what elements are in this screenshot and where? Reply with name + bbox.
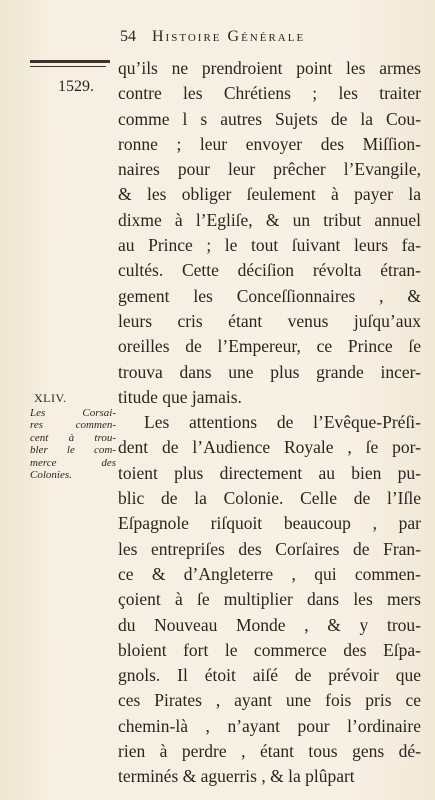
- page-number: 54: [120, 28, 136, 45]
- text-line: bloient fort le commerce des Eſpa-: [118, 639, 421, 660]
- margin-rule: [30, 60, 110, 67]
- text-line: gement les Conceſſionnaires , &: [118, 285, 421, 306]
- margin-year: 1529.: [58, 78, 94, 95]
- text-line: les entrepriſes des Corſaires de Fran-: [118, 538, 421, 559]
- text-line: ces Pirates , ayant une fois pris ce: [118, 690, 421, 711]
- text-line: Les attentions de l’Evêque-Préſi-: [144, 412, 421, 433]
- text-line: gnols. Il étoit aiſé de prévoir que: [118, 665, 421, 686]
- text-line: Eſpagnole riſquoit beaucoup , par: [118, 513, 421, 534]
- text-line: çoient à ſe multiplier dans les mers: [118, 589, 421, 610]
- text-line: comme l s autres Sujets de la Cou-: [118, 108, 421, 129]
- text-line: cent à trou-: [30, 431, 116, 444]
- text-line: ce & d’Angleterre , qui commen-: [118, 563, 421, 584]
- text-line: du Nouveau Monde , & y trou-: [118, 614, 421, 635]
- text-line: chemin-là , n’ayant pour l’ordinaire: [118, 715, 421, 736]
- text-line: dixme à l’Egliſe, & un tribut annuel: [118, 209, 421, 230]
- margin-note-text: [30, 407, 116, 482]
- text-line: Colonies.: [30, 469, 72, 481]
- text-line: & les obliger ſeulement à payer la: [118, 184, 421, 205]
- text-line: qu’ils ne prendroient point les armes: [118, 58, 421, 78]
- text-line: merce des: [30, 456, 116, 469]
- text-line: trouva dans une plus grande incer-: [118, 361, 421, 382]
- body-text: [118, 56, 421, 790]
- text-line: dent de l’Audience Royale , ſe por-: [118, 437, 421, 458]
- paragraph-1: [118, 56, 421, 410]
- text-line: bler le com-: [30, 444, 116, 456]
- text-line: titude que jamais.: [118, 386, 242, 407]
- section-number: XLIV.: [34, 391, 67, 405]
- paragraph-2: [118, 410, 421, 789]
- margin-note: [30, 392, 116, 482]
- text-line: oreilles de l’Empereur, ce Prince ſe: [118, 336, 421, 357]
- text-line: res commen-: [30, 419, 116, 431]
- text-line: naires pour leur prêcher l’Evangile,: [118, 159, 421, 180]
- thick-rule: [30, 60, 110, 63]
- text-line: leurs cris étant venus juſqu’aux: [118, 310, 421, 331]
- running-header: [120, 28, 425, 46]
- text-line: ronne ; leur envoyer des Miſſion-: [118, 133, 421, 154]
- text-line: rien à perdre , étant tous gens dé-: [118, 741, 421, 762]
- text-line: toient plus directement au bien pu-: [118, 462, 421, 483]
- thin-rule: [30, 66, 106, 67]
- text-line: cultés. Cette déciſion révolta étran-: [118, 260, 421, 281]
- text-line: blic de la Colonie. Celle de l’Iſle: [118, 488, 421, 509]
- text-line: contre les Chrétiens ; les traiter: [118, 83, 421, 104]
- text-line: terminés & aguerris , & la plûpart: [118, 766, 355, 787]
- text-line: Les Corsai-: [30, 406, 116, 419]
- running-title: Histoire Générale: [152, 28, 306, 45]
- text-line: au Prince ; le tout ſuivant leurs fa-: [118, 235, 421, 256]
